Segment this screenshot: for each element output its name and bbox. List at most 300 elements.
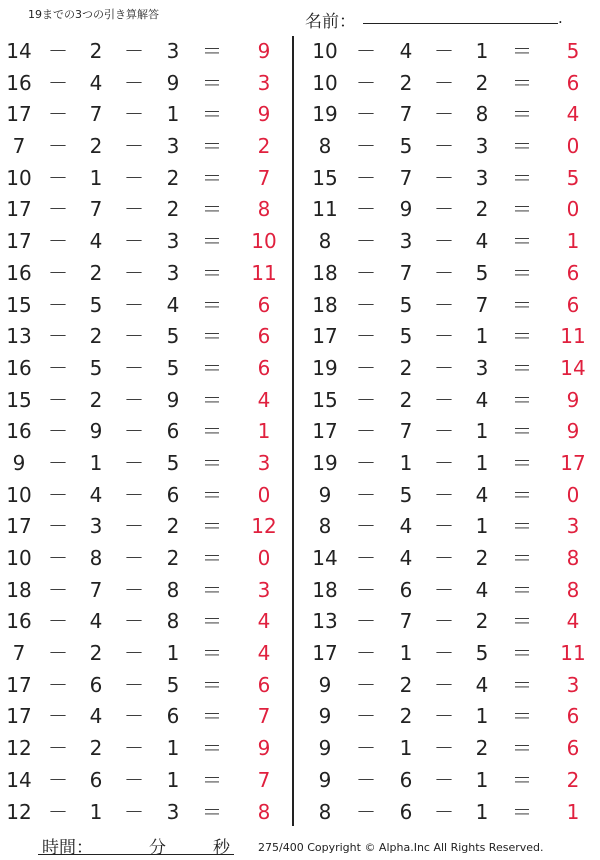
first-operand: 15 <box>6 387 32 412</box>
problem-row <box>0 733 290 765</box>
equals-sign: ＝ <box>202 102 222 127</box>
minus-sign: － <box>124 799 144 824</box>
first-operand: 15 <box>312 165 338 190</box>
second-operand: 9 <box>89 419 103 444</box>
third-operand: 1 <box>475 767 489 792</box>
second-operand: 2 <box>89 641 103 666</box>
minus-sign: － <box>124 39 144 63</box>
third-operand: 1 <box>475 419 489 444</box>
answer: 8 <box>257 197 271 222</box>
minus-sign: － <box>124 450 144 475</box>
equals-sign: ＝ <box>512 292 532 317</box>
second-operand: 3 <box>399 229 413 254</box>
minus-sign: － <box>434 767 454 792</box>
answer: 6 <box>257 292 271 317</box>
first-operand: 8 <box>318 134 332 159</box>
answer: 6 <box>566 736 580 761</box>
second-operand: 7 <box>399 260 413 285</box>
problem-row <box>306 416 596 448</box>
minus-sign: － <box>356 419 376 444</box>
second-operand: 4 <box>89 70 103 95</box>
equals-sign: ＝ <box>512 482 532 507</box>
minus-sign: － <box>48 704 68 729</box>
second-operand: 6 <box>399 577 413 602</box>
equals-sign: ＝ <box>512 704 532 729</box>
minus-sign: － <box>434 387 454 412</box>
problem-row <box>306 511 596 543</box>
equals-sign: ＝ <box>202 672 222 697</box>
minus-sign: － <box>434 70 454 95</box>
name-label: 名前： <box>305 12 356 32</box>
answer: 0 <box>566 134 580 159</box>
answer: 4 <box>257 641 271 666</box>
problem-row <box>0 765 290 797</box>
problem-row <box>306 543 596 575</box>
minus-sign: － <box>434 355 454 380</box>
third-operand: 4 <box>166 292 180 317</box>
second-operand: 6 <box>89 767 103 792</box>
third-operand: 3 <box>166 39 180 63</box>
answer: 7 <box>257 165 271 190</box>
second-operand: 5 <box>399 292 413 317</box>
minus-sign: － <box>124 577 144 602</box>
answer: 5 <box>566 165 580 190</box>
name-field-line <box>363 23 558 24</box>
minus-sign: － <box>434 292 454 317</box>
problem-row <box>306 258 596 290</box>
problem-row <box>0 638 290 670</box>
answer: 6 <box>566 260 580 285</box>
answer: 6 <box>257 672 271 697</box>
first-operand: 14 <box>6 767 32 792</box>
answer: 1 <box>257 419 271 444</box>
first-operand: 14 <box>312 546 338 570</box>
third-operand: 5 <box>475 260 489 285</box>
equals-sign: ＝ <box>202 229 222 254</box>
minus-sign: － <box>356 134 376 159</box>
first-operand: 12 <box>6 736 32 761</box>
second-operand: 2 <box>399 672 413 697</box>
problem-row <box>306 226 596 258</box>
minus-sign: － <box>48 134 68 159</box>
second-operand: 4 <box>89 482 103 507</box>
second-operand: 1 <box>399 450 413 475</box>
first-operand: 9 <box>318 767 332 792</box>
answer: 12 <box>251 514 277 539</box>
equals-sign: ＝ <box>512 102 532 127</box>
first-operand: 10 <box>6 546 32 570</box>
problem-row <box>306 321 596 353</box>
minus-sign: － <box>356 672 376 697</box>
first-operand: 11 <box>312 197 338 222</box>
second-operand: 1 <box>89 450 103 475</box>
minus-sign: － <box>48 577 68 602</box>
equals-sign: ＝ <box>512 260 532 285</box>
answer: 11 <box>560 641 586 666</box>
problem-row <box>0 163 290 195</box>
problem-row <box>306 36 596 68</box>
second-operand: 2 <box>89 39 103 63</box>
second-operand: 1 <box>89 799 103 824</box>
minus-sign: － <box>48 767 68 792</box>
second-operand: 3 <box>89 514 103 539</box>
equals-sign: ＝ <box>512 546 532 570</box>
equals-sign: ＝ <box>512 641 532 666</box>
minus-sign: － <box>124 229 144 254</box>
third-operand: 1 <box>475 514 489 539</box>
problem-row <box>0 416 290 448</box>
equals-sign: ＝ <box>512 799 532 824</box>
answer: 6 <box>257 324 271 349</box>
problem-row <box>0 353 290 385</box>
first-operand: 18 <box>312 260 338 285</box>
second-operand: 6 <box>399 767 413 792</box>
minus-sign: － <box>434 165 454 190</box>
minus-sign: － <box>356 70 376 95</box>
problem-row <box>0 99 290 131</box>
minus-sign: － <box>48 260 68 285</box>
problem-row <box>0 321 290 353</box>
second-operand: 1 <box>399 736 413 761</box>
first-operand: 17 <box>6 704 32 729</box>
third-operand: 2 <box>475 609 489 634</box>
second-operand: 7 <box>399 165 413 190</box>
minus-sign: － <box>48 70 68 95</box>
minus-sign: － <box>356 355 376 380</box>
second-operand: 7 <box>399 609 413 634</box>
problem-row <box>0 575 290 607</box>
third-operand: 4 <box>475 577 489 602</box>
equals-sign: ＝ <box>512 134 532 159</box>
second-operand: 5 <box>89 292 103 317</box>
third-operand: 2 <box>475 197 489 222</box>
answer: 3 <box>257 70 271 95</box>
first-operand: 16 <box>6 609 32 634</box>
problem-row <box>306 131 596 163</box>
problem-row <box>0 290 290 322</box>
second-operand: 4 <box>399 514 413 539</box>
minus-sign: － <box>434 419 454 444</box>
first-operand: 10 <box>6 482 32 507</box>
minus-sign: － <box>124 546 144 570</box>
second-operand: 2 <box>399 704 413 729</box>
minus-sign: － <box>48 482 68 507</box>
first-operand: 18 <box>6 577 32 602</box>
problem-row <box>306 638 596 670</box>
answer: 9 <box>257 39 271 63</box>
left-problem-column <box>0 36 290 828</box>
answer: 1 <box>566 799 580 824</box>
equals-sign: ＝ <box>202 577 222 602</box>
minus-sign: － <box>124 292 144 317</box>
right-problem-column <box>306 36 596 828</box>
second-operand: 2 <box>89 260 103 285</box>
copyright-notice: 275/400 Copyright © Alpha.Inc All Rights Reserved. <box>258 841 544 854</box>
minus-sign: － <box>434 546 454 570</box>
problem-row <box>306 385 596 417</box>
third-operand: 8 <box>475 102 489 127</box>
minus-sign: － <box>124 609 144 634</box>
first-operand: 17 <box>312 419 338 444</box>
problem-row <box>306 448 596 480</box>
first-operand: 17 <box>6 672 32 697</box>
minus-sign: － <box>434 229 454 254</box>
minus-sign: － <box>124 387 144 412</box>
third-operand: 1 <box>475 799 489 824</box>
second-operand: 7 <box>399 102 413 127</box>
second-operand: 2 <box>89 736 103 761</box>
answer: 7 <box>257 767 271 792</box>
problem-row <box>306 765 596 797</box>
minus-sign: － <box>434 39 454 63</box>
answer: 3 <box>257 577 271 602</box>
first-operand: 18 <box>312 577 338 602</box>
equals-sign: ＝ <box>202 546 222 570</box>
minus-sign: － <box>434 102 454 127</box>
third-operand: 5 <box>475 641 489 666</box>
minus-sign: － <box>124 165 144 190</box>
third-operand: 6 <box>166 704 180 729</box>
equals-sign: ＝ <box>202 799 222 824</box>
minus-sign: － <box>124 704 144 729</box>
equals-sign: ＝ <box>202 450 222 475</box>
minus-sign: － <box>356 799 376 824</box>
first-operand: 10 <box>312 39 338 63</box>
minus-sign: － <box>48 609 68 634</box>
problem-row <box>0 36 290 68</box>
minus-sign: － <box>434 482 454 507</box>
answer: 9 <box>566 419 580 444</box>
minus-sign: － <box>356 165 376 190</box>
equals-sign: ＝ <box>202 387 222 412</box>
minus-sign: － <box>124 514 144 539</box>
second-operand: 4 <box>89 609 103 634</box>
third-operand: 4 <box>475 229 489 254</box>
answer: 4 <box>566 609 580 634</box>
minus-sign: － <box>124 767 144 792</box>
equals-sign: ＝ <box>512 324 532 349</box>
minus-sign: － <box>48 39 68 63</box>
third-operand: 2 <box>166 546 180 570</box>
minus-sign: － <box>48 197 68 222</box>
equals-sign: ＝ <box>512 419 532 444</box>
answer: 2 <box>257 134 271 159</box>
minus-sign: － <box>434 577 454 602</box>
third-operand: 8 <box>166 577 180 602</box>
first-operand: 13 <box>312 609 338 634</box>
third-operand: 5 <box>166 672 180 697</box>
problem-row <box>0 448 290 480</box>
first-operand: 9 <box>318 736 332 761</box>
minus-sign: － <box>124 641 144 666</box>
third-operand: 2 <box>166 165 180 190</box>
answer: 11 <box>560 324 586 349</box>
third-operand: 5 <box>166 324 180 349</box>
problem-row <box>306 606 596 638</box>
minus-sign: － <box>48 292 68 317</box>
second-operand: 4 <box>399 39 413 63</box>
problem-row <box>306 163 596 195</box>
minus-sign: － <box>48 229 68 254</box>
third-operand: 6 <box>166 419 180 444</box>
answer: 9 <box>566 387 580 412</box>
equals-sign: ＝ <box>202 609 222 634</box>
minus-sign: － <box>356 387 376 412</box>
minus-sign: － <box>434 799 454 824</box>
equals-sign: ＝ <box>202 704 222 729</box>
problem-row <box>306 68 596 100</box>
equals-sign: ＝ <box>202 324 222 349</box>
answer: 14 <box>560 355 586 380</box>
first-operand: 19 <box>312 355 338 380</box>
first-operand: 18 <box>312 292 338 317</box>
second-operand: 7 <box>399 419 413 444</box>
equals-sign: ＝ <box>202 767 222 792</box>
third-operand: 1 <box>475 450 489 475</box>
minus-sign: － <box>124 134 144 159</box>
time-field-line <box>38 854 234 855</box>
problem-row <box>306 670 596 702</box>
equals-sign: ＝ <box>512 355 532 380</box>
problem-row <box>0 385 290 417</box>
column-divider <box>292 36 294 826</box>
answer: 8 <box>566 577 580 602</box>
problem-row <box>0 701 290 733</box>
answer: 3 <box>566 672 580 697</box>
answer: 9 <box>257 736 271 761</box>
minus-sign: － <box>124 102 144 127</box>
first-operand: 8 <box>318 514 332 539</box>
answer: 8 <box>257 799 271 824</box>
minus-sign: － <box>434 134 454 159</box>
minus-sign: － <box>124 672 144 697</box>
second-operand: 2 <box>399 70 413 95</box>
answer: 0 <box>257 546 271 570</box>
minus-sign: － <box>434 736 454 761</box>
third-operand: 9 <box>166 387 180 412</box>
problem-row <box>0 670 290 702</box>
minus-sign: － <box>124 70 144 95</box>
second-operand: 5 <box>399 324 413 349</box>
equals-sign: ＝ <box>512 577 532 602</box>
first-operand: 15 <box>6 292 32 317</box>
minus-sign: － <box>434 514 454 539</box>
minus-sign: － <box>356 546 376 570</box>
equals-sign: ＝ <box>202 260 222 285</box>
equals-sign: ＝ <box>512 672 532 697</box>
third-operand: 4 <box>475 482 489 507</box>
minus-sign: － <box>48 165 68 190</box>
third-operand: 3 <box>475 355 489 380</box>
answer: 4 <box>257 609 271 634</box>
third-operand: 1 <box>166 641 180 666</box>
minus-sign: － <box>356 767 376 792</box>
third-operand: 1 <box>166 736 180 761</box>
minus-sign: － <box>356 704 376 729</box>
minus-sign: － <box>48 799 68 824</box>
first-operand: 16 <box>6 260 32 285</box>
third-operand: 7 <box>475 292 489 317</box>
second-operand: 2 <box>89 324 103 349</box>
minus-sign: － <box>356 577 376 602</box>
answer: 11 <box>251 260 277 285</box>
minus-sign: － <box>434 260 454 285</box>
answer: 7 <box>257 704 271 729</box>
minus-sign: － <box>48 419 68 444</box>
equals-sign: ＝ <box>202 134 222 159</box>
first-operand: 13 <box>6 324 32 349</box>
answer: 0 <box>566 197 580 222</box>
problem-row <box>0 797 290 829</box>
equals-sign: ＝ <box>512 387 532 412</box>
first-operand: 17 <box>6 197 32 222</box>
third-operand: 3 <box>166 260 180 285</box>
third-operand: 3 <box>475 134 489 159</box>
third-operand: 3 <box>475 165 489 190</box>
equals-sign: ＝ <box>202 355 222 380</box>
third-operand: 8 <box>166 609 180 634</box>
first-operand: 17 <box>312 324 338 349</box>
second-operand: 5 <box>89 355 103 380</box>
minus-sign: － <box>356 324 376 349</box>
first-operand: 10 <box>6 165 32 190</box>
minus-sign: － <box>48 102 68 127</box>
answer: 0 <box>566 482 580 507</box>
answer: 3 <box>257 450 271 475</box>
problem-row <box>0 511 290 543</box>
minus-sign: － <box>124 197 144 222</box>
third-operand: 4 <box>475 387 489 412</box>
first-operand: 17 <box>312 641 338 666</box>
minus-sign: － <box>356 514 376 539</box>
equals-sign: ＝ <box>512 39 532 63</box>
third-operand: 2 <box>166 514 180 539</box>
equals-sign: ＝ <box>512 165 532 190</box>
first-operand: 14 <box>6 39 32 63</box>
second-operand: 4 <box>89 229 103 254</box>
third-operand: 2 <box>475 546 489 570</box>
minus-sign: － <box>356 229 376 254</box>
minus-sign: － <box>356 609 376 634</box>
equals-sign: ＝ <box>512 197 532 222</box>
worksheet-title: 19までの3つの引き算解答 <box>28 8 159 21</box>
minus-sign: － <box>434 641 454 666</box>
minus-sign: － <box>48 387 68 412</box>
minus-sign: － <box>124 736 144 761</box>
second-operand: 7 <box>89 197 103 222</box>
equals-sign: ＝ <box>202 292 222 317</box>
second-operand: 6 <box>399 799 413 824</box>
first-operand: 9 <box>318 482 332 507</box>
problem-row <box>306 797 596 829</box>
second-operand: 2 <box>89 387 103 412</box>
second-operand: 7 <box>89 577 103 602</box>
first-operand: 16 <box>6 355 32 380</box>
third-operand: 1 <box>166 767 180 792</box>
minus-sign: － <box>356 102 376 127</box>
third-operand: 1 <box>475 324 489 349</box>
answer: 6 <box>257 355 271 380</box>
answer: 4 <box>257 387 271 412</box>
problem-row <box>0 480 290 512</box>
second-operand: 8 <box>89 546 103 570</box>
third-operand: 2 <box>475 736 489 761</box>
minus-sign: － <box>434 672 454 697</box>
first-operand: 8 <box>318 799 332 824</box>
minus-sign: － <box>356 641 376 666</box>
third-operand: 5 <box>166 355 180 380</box>
equals-sign: ＝ <box>512 767 532 792</box>
